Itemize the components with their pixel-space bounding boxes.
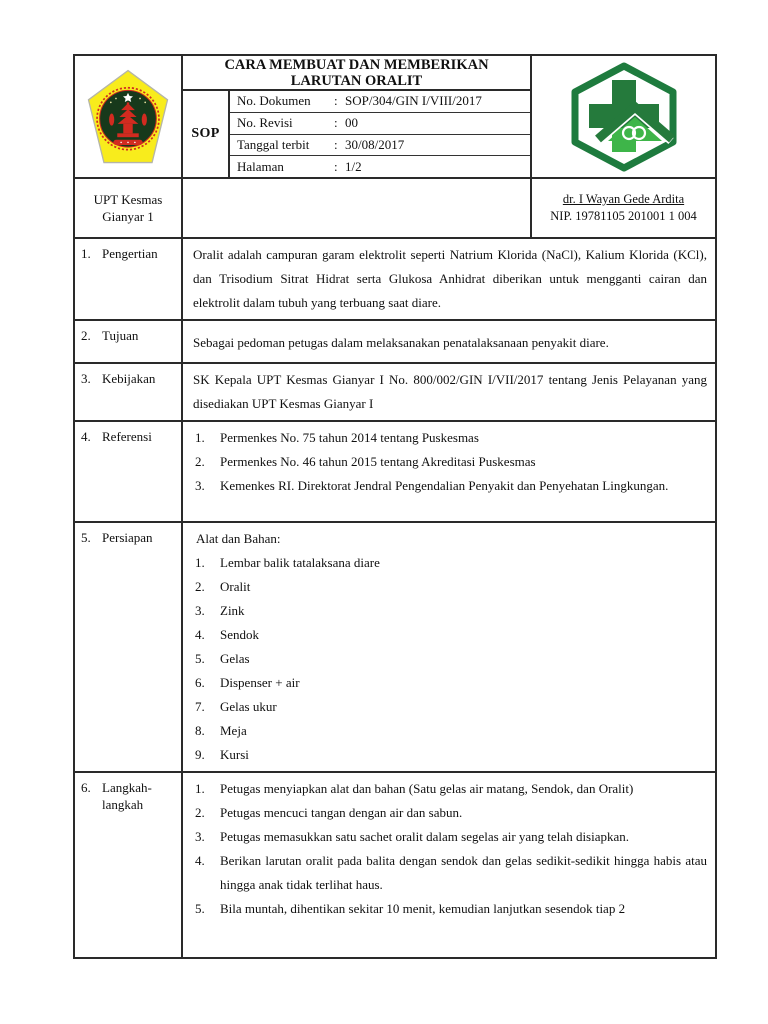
list-item	[193, 426, 707, 450]
list-item-text: Permenkes No. 75 tahun 2014 tentang Puskesmas	[220, 430, 479, 445]
section-content	[183, 321, 715, 362]
list-item	[193, 777, 707, 801]
list-item	[193, 551, 707, 575]
doc-info-value: 00	[345, 115, 358, 131]
doc-info-row-tanggal	[230, 135, 530, 157]
section-number: 3.	[81, 371, 91, 386]
section-content	[183, 364, 715, 420]
doc-info-colon: :	[334, 136, 338, 152]
section-paragraph: Oralit adalah campuran garam elektrolit seperti Natrium Klorida (NaCl), Kalium Klorida (KCl), dan Trisodium Sitrat Hidrat serta Glukosa Anhidrat diberikan untuk mengganti cairan dan elektrolit dalam tubuh yang terbuang saat diare.	[193, 247, 707, 310]
section-label	[75, 239, 183, 319]
list-item-number: 2.	[195, 454, 205, 469]
list-item-text: Bila muntah, dihentikan sekitar 10 menit, kemudian lanjutkan sesendok tiap 2	[220, 901, 626, 916]
doc-info-value: 1/2	[345, 158, 362, 174]
list-item	[193, 743, 707, 767]
list-item-number: 7.	[195, 699, 205, 714]
doc-info-colon: :	[334, 158, 338, 174]
list-item-text: Lembar balik tatalaksana diare	[220, 555, 380, 570]
gianyar-regency-emblem-icon	[85, 68, 171, 166]
left-logo-cell	[75, 56, 183, 177]
list-item	[193, 897, 707, 921]
doc-info-colon: :	[334, 115, 338, 131]
list-item-number: 9.	[195, 747, 205, 762]
list-item-number: 3.	[195, 603, 205, 618]
list-item	[193, 695, 707, 719]
header-middle	[183, 56, 532, 177]
signature-space	[183, 179, 532, 237]
doc-info-row-dokumen	[230, 91, 530, 113]
document-title	[183, 56, 530, 91]
doc-info-row-revisi	[230, 113, 530, 135]
section-persiapan	[75, 521, 715, 771]
list-item-number: 3.	[195, 829, 205, 844]
section-label	[75, 364, 183, 420]
section-pengertian	[75, 237, 715, 319]
signatory-block	[532, 179, 715, 237]
list-item-text: Berikan larutan oralit pada balita dengan sendok dan gelas sedikit-sedikit hingga habis atau hingga anak tidak terlihat haus.	[220, 853, 707, 892]
section-langkah-langkah	[75, 771, 715, 957]
list-item-text: Gelas ukur	[220, 699, 277, 714]
section-referensi	[75, 420, 715, 521]
doc-info-colon: :	[334, 93, 338, 109]
list-item-text: Petugas memasukkan satu sachet oralit dalam segelas air yang telah disiapkan.	[220, 829, 630, 844]
list-item	[193, 599, 707, 623]
doc-info-label: No. Dokumen	[237, 93, 311, 109]
doc-info-value: SOP/304/GIN I/VIII/2017	[345, 93, 482, 109]
section-kebijakan	[75, 362, 715, 420]
organization-row	[75, 177, 715, 237]
section-content	[183, 523, 715, 771]
list-item-number: 3.	[195, 478, 205, 493]
section-paragraph: Sebagai pedoman petugas dalam melaksanakan penatalaksanaan penyakit diare.	[193, 335, 609, 350]
section-number: 5.	[81, 530, 91, 545]
section-title: Langkah-langkah	[102, 780, 152, 812]
list-item-number: 1.	[195, 555, 205, 570]
section-content	[183, 239, 715, 319]
list-item	[193, 474, 707, 498]
section-tujuan	[75, 319, 715, 362]
list-item-text: Kemenkes RI. Direktorat Jendral Pengendalian Penyakit dan Penyehatan Lingkungan.	[220, 478, 669, 493]
numbered-list	[193, 426, 707, 498]
list-item-text: Sendok	[220, 627, 259, 642]
list-item-text: Oralit	[220, 579, 251, 594]
section-label	[75, 321, 183, 362]
section-number: 6.	[81, 780, 91, 795]
list-item	[193, 849, 707, 897]
section-label	[75, 523, 183, 771]
section-title: Kebijakan	[102, 371, 156, 386]
list-item	[193, 575, 707, 599]
list-item-text: Dispenser + air	[220, 675, 300, 690]
list-item-number: 1.	[195, 430, 205, 445]
doc-info-column	[230, 91, 530, 177]
doc-info-label: Halaman	[237, 158, 284, 174]
list-item-text: Meja	[220, 723, 247, 738]
right-logo-cell	[532, 56, 715, 177]
section-number: 1.	[81, 246, 91, 261]
list-item-number: 2.	[195, 805, 205, 820]
section-content	[183, 773, 715, 957]
list-item	[193, 623, 707, 647]
signatory-name: dr. I Wayan Gede Ardita	[562, 192, 685, 206]
section-paragraph: SK Kepala UPT Kesmas Gianyar I No. 800/002/GIN I/VII/2017 tentang Jenis Pelayanan yang disediakan UPT Kesmas Gianyar I	[193, 372, 707, 411]
puskesmas-health-logo-icon	[551, 61, 697, 173]
section-number: 4.	[81, 429, 91, 444]
list-item	[193, 801, 707, 825]
doc-info-value: 30/08/2017	[345, 136, 405, 152]
section-title: Persiapan	[102, 530, 153, 545]
list-item-number: 6.	[195, 675, 205, 690]
document-header	[75, 56, 715, 177]
list-item-number: 8.	[195, 723, 205, 738]
doc-info-label: Tanggal terbit	[237, 136, 310, 152]
list-item-text: Kursi	[220, 747, 249, 762]
section-number: 2.	[81, 328, 91, 343]
list-item	[193, 825, 707, 849]
list-item-number: 1.	[195, 781, 205, 796]
section-title: Referensi	[102, 429, 152, 444]
list-item-text: Zink	[220, 603, 245, 618]
organization-name: UPT Kesmas Gianyar 1	[75, 179, 183, 237]
sop-document-table	[73, 54, 717, 959]
doc-info-label: No. Revisi	[237, 115, 293, 131]
list-item	[193, 719, 707, 743]
doc-info-row-halaman	[230, 156, 530, 177]
numbered-list	[193, 551, 707, 767]
section-title: Pengertian	[102, 246, 158, 261]
section-content	[183, 422, 715, 521]
list-item-number: 5.	[195, 901, 205, 916]
list-item-text: Petugas menyiapkan alat dan bahan (Satu gelas air matang, Sendok, dan Oralit)	[220, 781, 634, 796]
list-item-number: 2.	[195, 579, 205, 594]
list-item-number: 5.	[195, 651, 205, 666]
list-item-number: 4.	[195, 853, 205, 868]
list-item	[193, 450, 707, 474]
list-item	[193, 647, 707, 671]
list-item-text: Petugas mencuci tangan dengan air dan sabun.	[220, 805, 463, 820]
list-item-text: Permenkes No. 46 tahun 2015 tentang Akreditasi Puskesmas	[220, 454, 536, 469]
section-title: Tujuan	[102, 328, 139, 343]
header-info-block	[183, 91, 530, 177]
section-label	[75, 422, 183, 521]
signatory-nip: NIP. 19781105 201001 1 004	[550, 209, 697, 223]
list-item-number: 4.	[195, 627, 205, 642]
list-intro: Alat dan Bahan:	[196, 531, 281, 546]
sop-type-label: SOP	[183, 91, 230, 177]
numbered-list	[193, 777, 707, 921]
document-title-text: CARA MEMBUAT DAN MEMBERIKAN LARUTAN ORALIT	[224, 56, 489, 89]
list-item	[193, 671, 707, 695]
section-label	[75, 773, 183, 957]
list-item-text: Gelas	[220, 651, 250, 666]
